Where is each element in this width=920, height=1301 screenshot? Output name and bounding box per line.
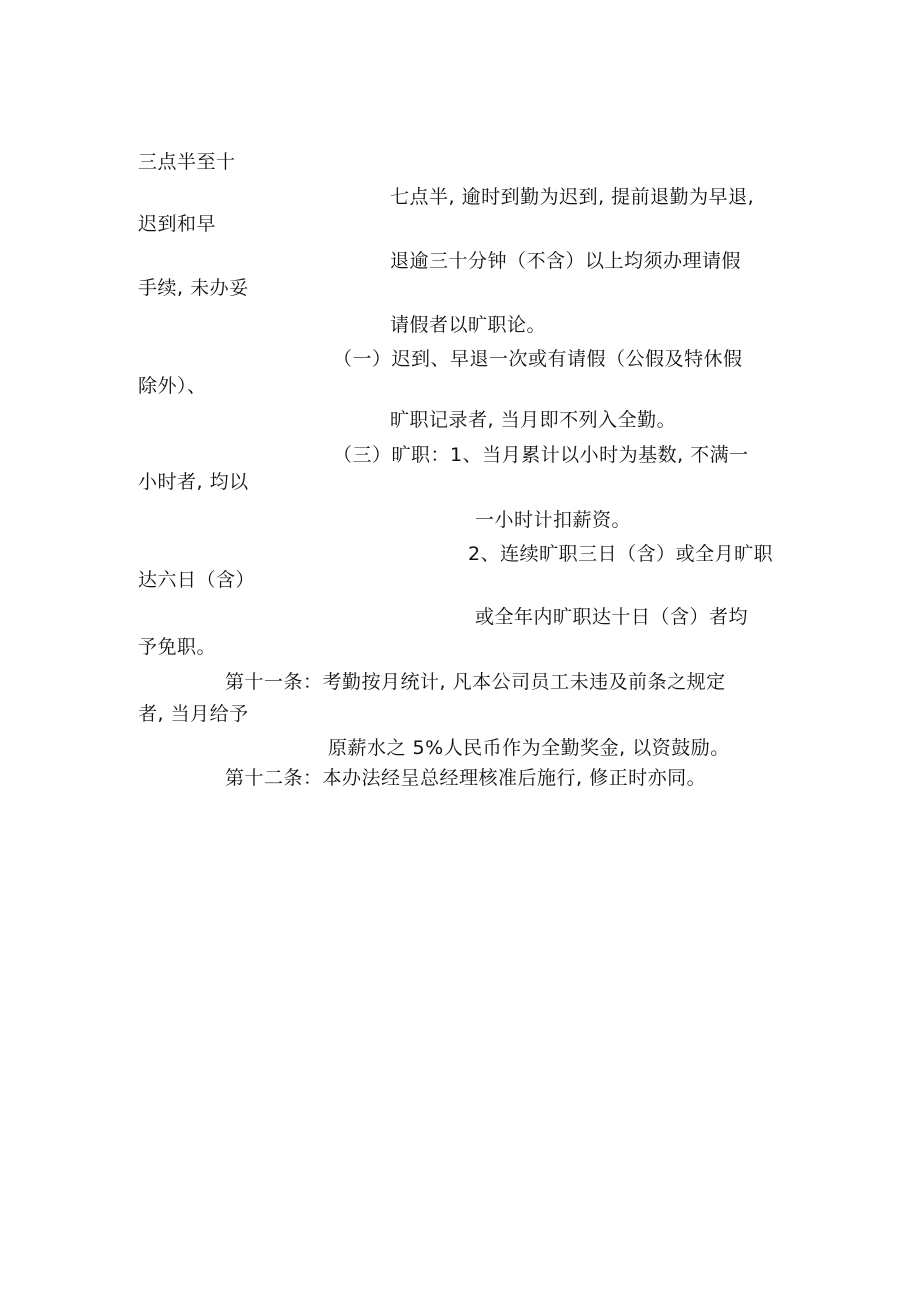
text-line: 请假者以旷职论。 — [390, 314, 547, 336]
text-line: 退逾三十分钟（不含）以上均须办理请假 — [390, 250, 742, 272]
text-line: 小时者, 均以 — [138, 471, 249, 493]
text-line: 除外）、 — [138, 375, 207, 397]
text-line: 手续, 未办妥 — [138, 277, 249, 299]
text-line: 三点半至十 — [138, 151, 236, 173]
text-line: 原薪水之 5%人民币作为全勤奖金, 以资鼓励。 — [328, 737, 730, 759]
text-line: （三）旷职：1、当月累计以小时为基数, 不满一 — [333, 444, 749, 466]
text-line: 2、连续旷职三日（含）或全月旷职 — [468, 543, 774, 565]
text-line: 第十二条：本办法经呈总经理核准后施行, 修正时亦同。 — [225, 767, 707, 789]
text-line: 旷职记录者, 当月即不列入全勤。 — [390, 409, 677, 431]
text-line: （一）迟到、早退一次或有请假（公假及特休假 — [333, 348, 743, 370]
text-line: 迟到和早 — [138, 213, 217, 235]
text-line: 达六日（含） — [138, 569, 256, 591]
text-line: 第十一条：考勤按月统计, 凡本公司员工未违及前条之规定 — [225, 671, 726, 693]
text-line: 一小时计扣薪资。 — [475, 509, 632, 531]
text-line: 或全年内旷职达十日（含）者均 — [475, 606, 749, 628]
text-line: 者, 当月给予 — [138, 703, 249, 725]
text-line: 予免职。 — [138, 636, 217, 658]
text-line: 七点半, 逾时到勤为迟到, 提前退勤为早退, — [390, 186, 755, 208]
